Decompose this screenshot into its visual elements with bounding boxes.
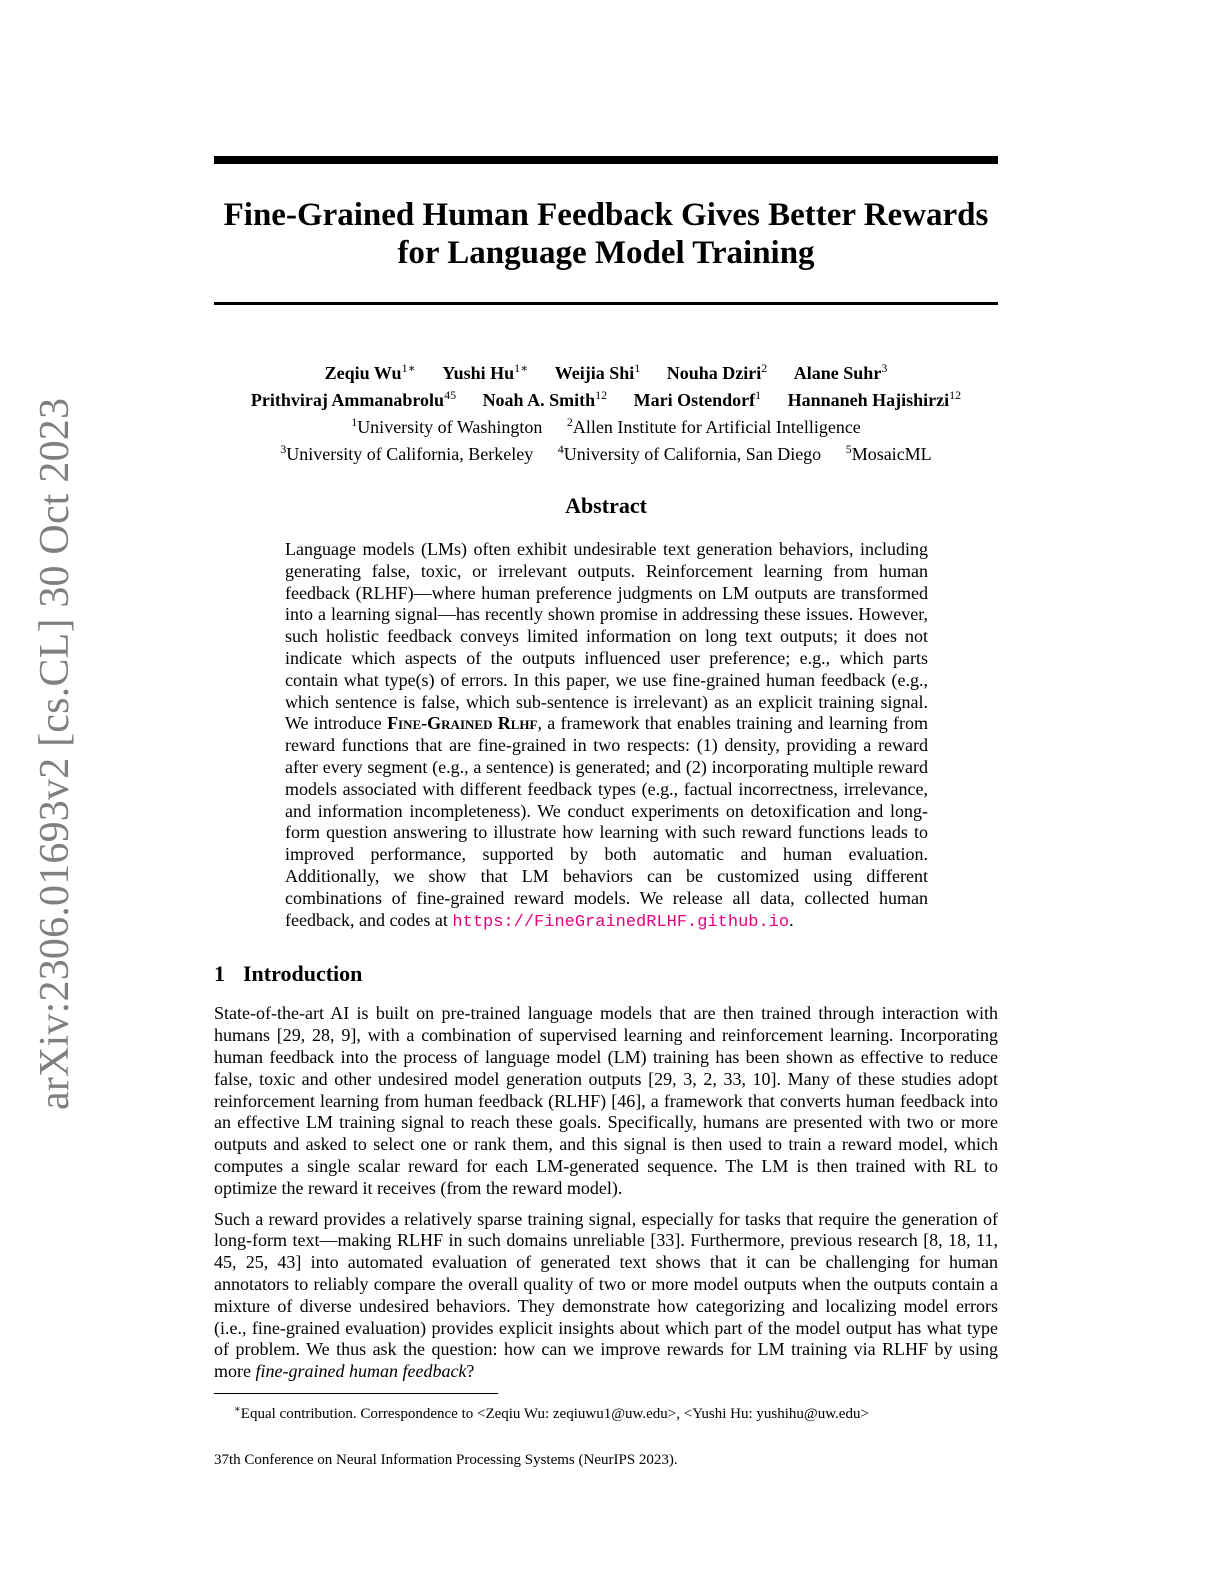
- footnote-mark: ∗: [234, 1403, 241, 1415]
- affiliation: $^5$MosaicML: [845, 442, 932, 464]
- author: Hannaneh Hajishirzi$^{12}$: [787, 388, 962, 410]
- footnote-rule: [214, 1393, 498, 1394]
- author: Prithviraj Ammanabrolu$^{45}$: [250, 388, 457, 410]
- author-block: [214, 357, 998, 465]
- title-bottom-rule: [214, 302, 998, 305]
- emphasis-text: fine-grained human feedback: [255, 1361, 467, 1382]
- author: Weijia Shi$^1$: [554, 361, 641, 383]
- framework-name: Fine-Grained Rlhf: [387, 713, 538, 734]
- affiliation: $^2$Allen Institute for Artificial Intelligence: [566, 415, 861, 437]
- author: Noah A. Smith$^{12}$: [482, 388, 608, 410]
- author: Mari Ostendorf$^1$: [633, 388, 762, 410]
- section-number: 1: [214, 961, 225, 987]
- paper-page: [214, 156, 998, 1424]
- title-line-1: Fine-Grained Human Feedback Gives Better Rewards: [223, 197, 989, 233]
- author: Yushi $Hu^{1∗}$: [442, 361, 529, 383]
- paper-title: [214, 196, 998, 272]
- conference-note: 37th Conference on Neural Information Processing Systems (NeurIPS 2023).: [214, 1452, 678, 1468]
- abstract-heading: Abstract: [565, 493, 647, 518]
- authors-row-1: [214, 357, 998, 384]
- affiliations-row-1: [214, 411, 998, 438]
- title-top-rule: [214, 156, 998, 164]
- section-title: Introduction: [243, 961, 363, 987]
- affiliation: $^3$University of California, Berkeley: [280, 442, 534, 464]
- affiliation: $^1$University of Washington: [351, 415, 543, 437]
- author: Alane Suhr$^3$: [793, 361, 888, 383]
- authors-row-2: [214, 384, 998, 411]
- affiliation: $^4$University of California, San Diego: [557, 442, 822, 464]
- affiliations-row-2: [214, 438, 998, 465]
- title-line-2: for Language Model Training: [397, 235, 815, 271]
- abstract-body: Language models (LMs) often exhibit undesirable text generation behaviors, including generating false, toxic, or irrelevant outputs. Reinforcement learning from human feedback (RLHF)—where human preference judgments on LM outputs are transformed into a learning signal—has recently shown promise in addressing these issues. However, such holistic feedback conveys limited information on long text outputs; it does not indicate which aspects of the outputs influenced user preference; e.g., which parts contain what type(s) of errors. In this paper, we use fine-grained human feedback (e.g., which sentence is false, which sub-sentence is irrelevant) as an explicit training signal. We introduce Fine-Grained Rlhf, a framework that enables training and learning from reward functions that are fine-grained in two respects: (1) density, providing a reward after every segment (e.g., a sentence) is generated; and (2) incorporating multiple reward models associated with different feedback types (e.g., factual incorrectness, irrelevance, and information incompleteness). We conduct experiments on detoxification and long-form question answering to illustrate how learning with such reward functions leads to improved performance, supported by both automatic and human evaluation. Additionally, we show that LM behaviors can be customized using different combinations of fine-grained reward models. We release all data, collected human feedback, and codes at https://FineGrainedRLHF.github.io.: [285, 539, 928, 932]
- arxiv-stamp: arXiv:2306.01693v2 [cs.CL] 30 Oct 2023: [32, 397, 78, 1110]
- intro-paragraph-1: State-of-the-art AI is built on pre-trained language models that are then trained through interaction with humans [29, 28, 9], with a combination of supervised learning and reinforcement learning. Incorporating human feedback into the process of language model (LM) training has been shown as effective to reduce false, toxic and other undesired model generation outputs [29, 3, 2, 33, 10]. Many of these studies adopt reinforcement learning from human feedback (RLHF) [46], a framework that converts human feedback into an effective LM training signal to reach these goals. Specifically, humans are presented with two or more outputs and asked to select one or rank them, and this signal is then used to train a reward model, which computes a single scalar reward for each LM-generated sequence. The LM is then trained with RL to optimize the reward it receives (from the reward model).: [214, 1003, 998, 1198]
- intro-paragraph-2: Such a reward provides a relatively sparse training signal, especially for tasks that require the generation of long-form text—making RLHF in such domains unreliable [33]. Furthermore, previous research [8, 18, 11, 45, 25, 43] into automated evaluation of generated text shows that it can be challenging for human annotators to reliably compare the overall quality of two or more model outputs when the outputs contain a mixture of diverse undesired behaviors. They demonstrate how categorizing and localizing model errors (i.e., fine-grained evaluation) provides explicit insights about which part of the model output has what type of problem. We thus ask the question: how can we improve rewards for LM training via RLHF by using more fine-grained human feedback?: [214, 1208, 998, 1382]
- author: Nouha Dziri$^2$: [666, 361, 768, 383]
- section-heading: [214, 961, 998, 987]
- project-link[interactable]: https://FineGrainedRLHF.github.io: [452, 912, 790, 932]
- footnote: ∗Equal contribution. Correspondence to <Zeqiu Wu: zeqiuwu1@uw.edu>, <Yushi Hu: yushihu@uw.edu>: [234, 1403, 869, 1422]
- author: Zeqiu $Wu^{1∗}$: [324, 361, 416, 383]
